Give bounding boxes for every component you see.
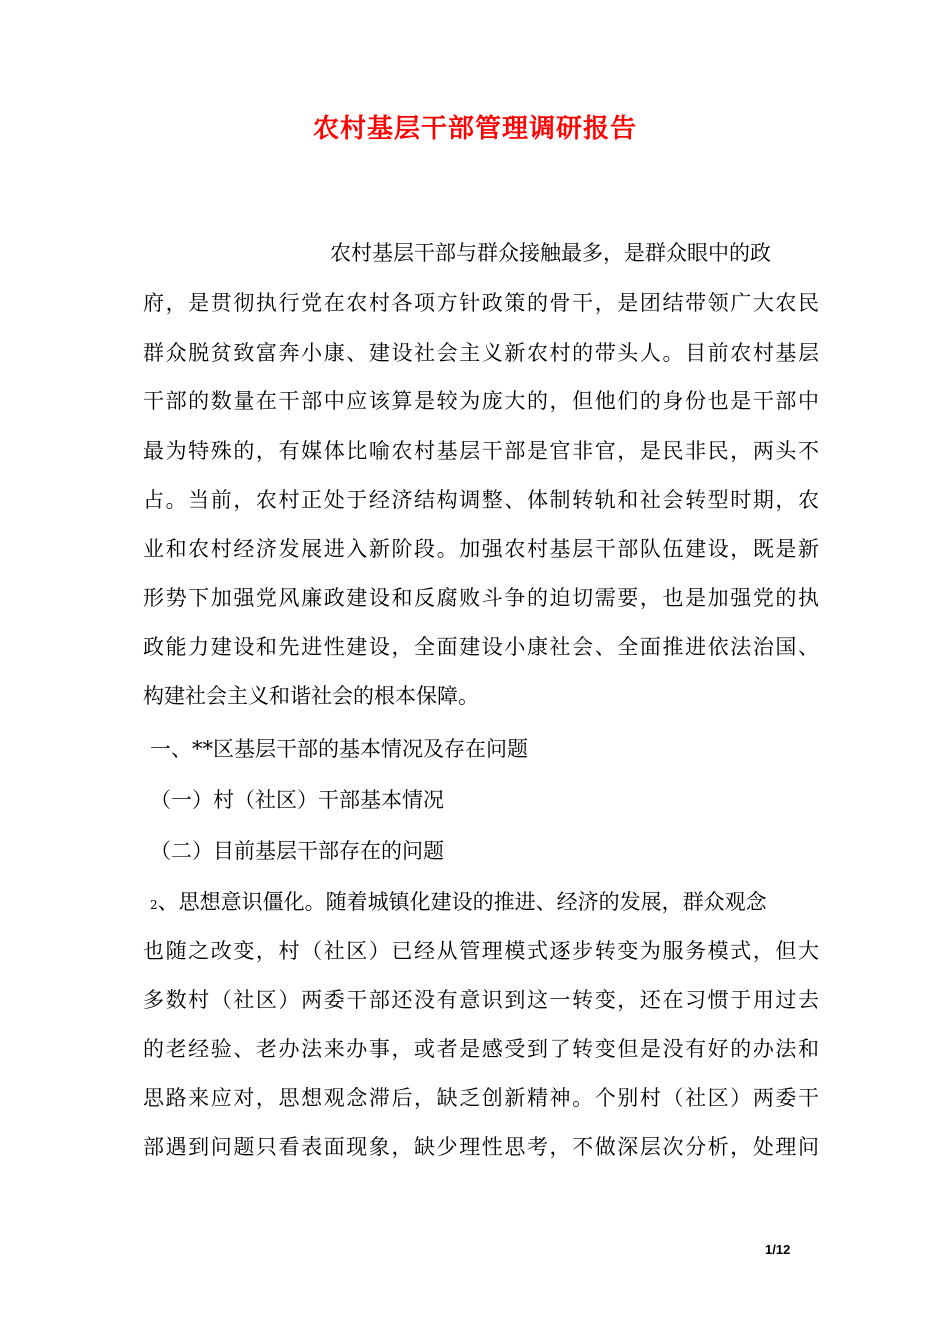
subsection-heading: （二）目前基层干部存在的问题: [150, 839, 444, 863]
item-line: 的老经验、老办法来办事，或者是感受到了转变但是没有好的办法和: [143, 1037, 819, 1061]
item-first-line-text: 、思想意识僵化。随着城镇化建设的推进、经济的发展，群众观念: [157, 890, 767, 914]
intro-line: 政能力建设和先进性建设，全面建设小康社会、全面推进依法治国、: [143, 635, 819, 659]
intro-line: 形势下加强党风廉政建设和反腐败斗争的迫切需要，也是加强党的执: [143, 586, 819, 610]
intro-line: 干部的数量在干部中应该算是较为庞大的，但他们的身份也是干部中: [143, 389, 819, 413]
intro-line: 群众脱贫致富奔小康、建设社会主义新农村的带头人。目前农村基层: [143, 341, 819, 365]
item-line: 部遇到问题只看表面现象，缺少理性思考，不做深层次分析，处理问: [143, 1135, 819, 1159]
intro-line: 最为特殊的，有媒体比喻农村基层干部是官非官，是民非民，两头不: [143, 439, 819, 463]
document-title: 农村基层干部管理调研报告: [312, 114, 637, 144]
item-line: 多数村（社区）两委干部还没有意识到这一转变，还在习惯于用过去: [143, 988, 819, 1012]
item-first-line: [150, 887, 767, 920]
item-line: 也随之改变，村（社区）已经从管理模式逐步转变为服务模式，但大: [143, 939, 819, 963]
item-number: 2: [150, 898, 158, 912]
subsection-heading: （一）村（社区）干部基本情况: [150, 788, 444, 812]
intro-line: 业和农村经济发展进入新阶段。加强农村基层干部队伍建设，既是新: [143, 537, 819, 561]
intro-line: 构建社会主义和谐社会的根本保障。: [143, 684, 479, 708]
item-line: 思路来应对，思想观念滞后，缺乏创新精神。个别村（社区）两委干: [143, 1086, 819, 1110]
page-number: 1/12: [765, 1242, 791, 1257]
section-heading: 一、**区基层干部的基本情况及存在问题: [150, 737, 528, 761]
intro-line: 府，是贯彻执行党在农村各项方针政策的骨干，是团结带领广大农民: [143, 291, 819, 315]
intro-line: 占。当前，农村正处于经济结构调整、体制转轨和社会转型时期，农: [143, 488, 819, 512]
intro-line: 农村基层干部与群众接触最多，是群众眼中的政: [330, 241, 771, 265]
